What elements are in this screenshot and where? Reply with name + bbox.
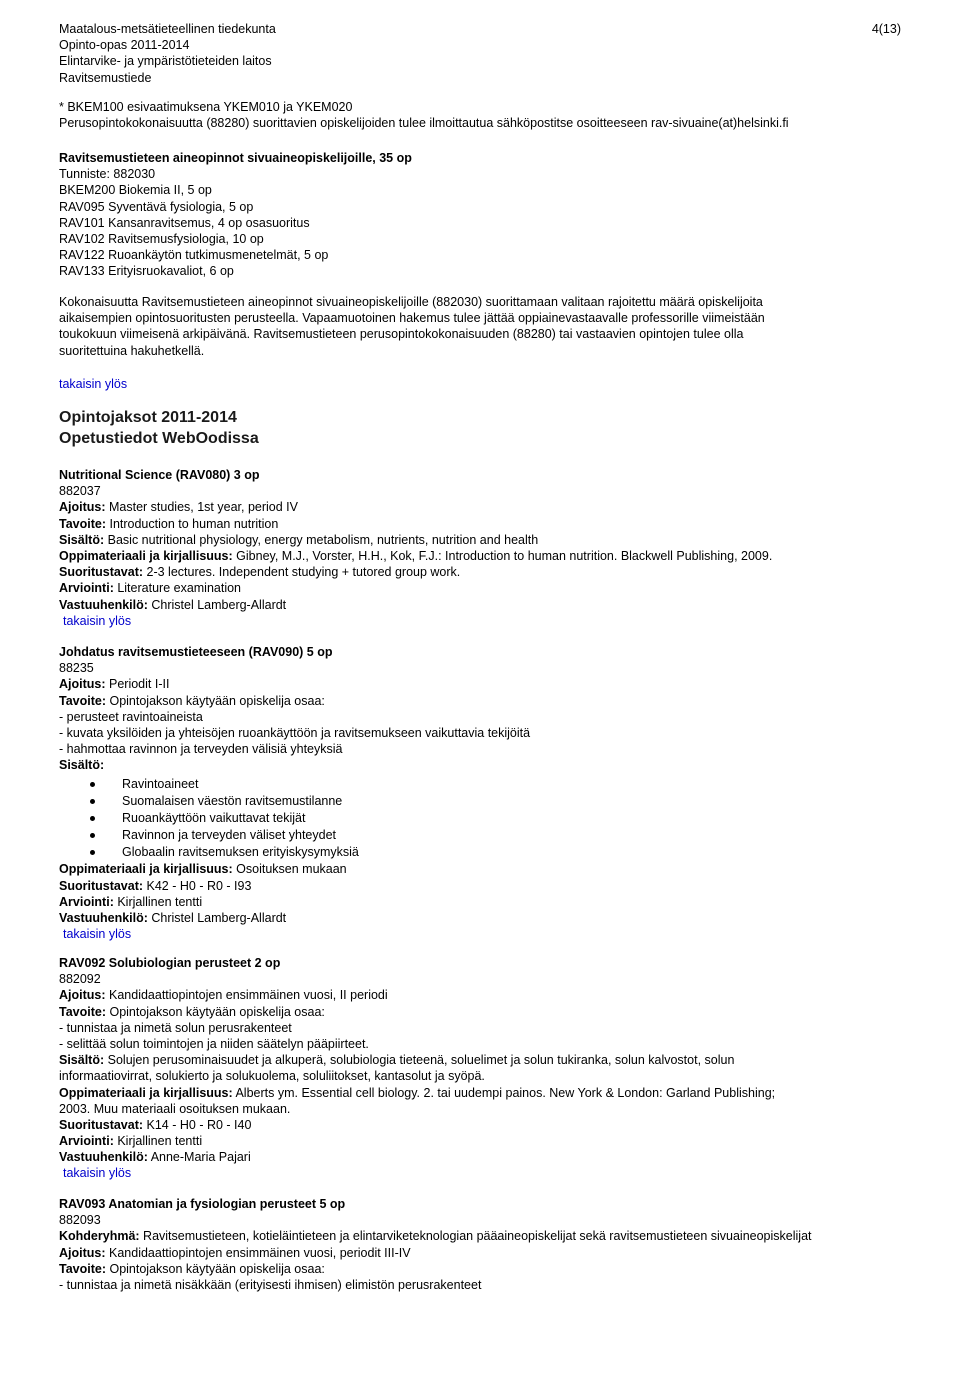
field-label: Sisältö: <box>59 758 105 773</box>
field-value: Master studies, 1st year, period IV <box>105 500 298 515</box>
field-label: Suoritustavat: <box>59 565 144 580</box>
bullet-item: Ruoankäyttöön vaikuttavat tekijät <box>59 810 901 827</box>
paragraph-line: Kokonaisuutta Ravitsemustieteen aineopinnot sivuaineopiskelijoille (882030) suorittamaan valitaan rajoitettu määrä opiskelijoita <box>59 295 763 309</box>
field-label: Tavoite: <box>59 1261 106 1276</box>
field-value: informaatiovirrat, solukierto ja solukuolema, soluliitokset, kantasolut ja syöpä. <box>59 1069 485 1084</box>
goal-item: - perusteet ravintoaineista <box>59 709 203 724</box>
field-label: Ajoitus: <box>59 500 106 515</box>
field-label: Oppimateriaali ja kirjallisuus: <box>59 1085 233 1100</box>
field-value: Christel Lamberg-Allardt <box>147 597 287 612</box>
department-name: Elintarvike- ja ympäristötieteiden laitos <box>59 54 272 69</box>
page-number: 4(13) <box>871 22 901 36</box>
field-value: Opintojakson käytyään opiskelija osaa: <box>106 693 325 708</box>
page-content <box>59 99 901 131</box>
back-to-top-link[interactable]: takaisin ylös <box>63 1166 132 1181</box>
bullet-item: Suomalaisen väestön ravitsemustilanne <box>59 793 901 810</box>
field-value: Literature examination <box>113 581 242 596</box>
module-course: RAV095 Syventävä fysiologia, 5 op <box>59 199 254 214</box>
field-value: Gibney, M.J., Vorster, H.H., Kok, F.J.: Introduction to human nutrition. Blackwell Publishing, 2009. <box>232 548 773 563</box>
paragraph-line: suoritettuina hakuhetkellä. <box>59 343 205 358</box>
back-to-top-link[interactable]: takaisin ylös <box>63 927 132 942</box>
field-value: Kandidaattiopintojen ensimmäinen vuosi, II periodi <box>105 988 388 1003</box>
field-value: Opintojakson käytyään opiskelija osaa: <box>106 1261 325 1276</box>
paragraph-line: aikaisempien opintosuoritusten perusteella. Vapaamuotoinen hakemus tulee jättää oppiainevastaavalle professorille viimeistään <box>59 311 765 326</box>
module-course: RAV101 Kansanravitsemus, 4 op osasuoritus <box>59 215 310 230</box>
course-rav080 <box>59 467 901 629</box>
field-label: Kohderyhmä: <box>59 1229 140 1244</box>
bullet-item: Globaalin ravitsemuksen erityiskysymyksiä <box>59 844 901 861</box>
faculty-name: Maatalous-metsätieteellinen tiedekunta <box>59 22 276 36</box>
document-header <box>59 21 276 86</box>
field-value: Christel Lamberg-Allardt <box>147 911 287 925</box>
admission-paragraph <box>59 294 901 359</box>
goal-item: - tunnistaa ja nimetä nisäkkään (erityisesti ihmisen) elimistön perusrakenteet <box>59 1277 482 1292</box>
field-label: Ajoitus: <box>59 677 106 692</box>
section-heading <box>59 407 901 449</box>
field-label: Vastuuhenkilö: <box>59 1150 148 1165</box>
field-value: Introduction to human nutrition <box>106 516 279 531</box>
field-label: Ajoitus: <box>59 1245 106 1260</box>
field-label: Tavoite: <box>59 1004 106 1019</box>
prerequisite-note: * BKEM100 esivaatimuksena YKEM010 ja YKEM020 <box>59 100 353 114</box>
paragraph-line: toukokuun viimeisenä arkipäivänä. Ravitsemustieteen perusopintokokonaisuuden (88280) tai vastaavien opintojen tulee olla <box>59 327 744 342</box>
content-bullet-list <box>59 776 901 862</box>
field-value: Kandidaattiopintojen ensimmäinen vuosi, periodit III-IV <box>105 1245 411 1260</box>
goal-item: - tunnistaa ja nimetä solun perusrakenteet <box>59 1020 292 1035</box>
section-title: Opintojaksot 2011-2014 <box>59 409 237 426</box>
field-value: Opintojakson käytyään opiskelija osaa: <box>106 1004 325 1019</box>
field-value: Alberts ym. Essential cell biology. 2. tai uudempi painos. New York & London: Garland Publishing; <box>232 1085 776 1100</box>
course-title: RAV093 Anatomian ja fysiologian perusteet 5 op <box>59 1197 346 1211</box>
subject-name: Ravitsemustiede <box>59 70 152 85</box>
module-course: RAV102 Ravitsemusfysiologia, 10 op <box>59 231 264 246</box>
field-value: 2-3 lectures. Independent studying + tutored group work. <box>143 565 461 580</box>
field-label: Arviointi: <box>59 894 114 909</box>
field-value: 2003. Muu materiaali osoituksen mukaan. <box>59 1101 291 1116</box>
course-code: 88235 <box>59 661 94 676</box>
bullet-item: Ravintoaineet <box>59 776 901 793</box>
field-value: Basic nutritional physiology, energy metabolism, nutrients, nutrition and health <box>104 532 539 547</box>
module-course: BKEM200 Biokemia II, 5 op <box>59 183 212 198</box>
module-course: RAV122 Ruoankäytön tutkimusmenetelmät, 5 op <box>59 248 329 263</box>
aineopinnot-title: Ravitsemustieteen aineopinnot sivuaineopiskelijoille, 35 op <box>59 151 412 165</box>
weboodi-title: Opetustiedot WebOodissa <box>59 430 259 447</box>
back-to-top-link[interactable]: takaisin ylös <box>59 377 128 391</box>
bullet-item: Ravinnon ja terveyden väliset yhteydet <box>59 827 901 844</box>
field-label: Vastuuhenkilö: <box>59 597 148 612</box>
module-id: Tunniste: 882030 <box>59 167 156 182</box>
field-value: K42 - H0 - R0 - I93 <box>143 878 252 893</box>
course-title: Nutritional Science (RAV080) 3 op <box>59 468 260 482</box>
field-label: Arviointi: <box>59 581 114 596</box>
enrollment-note: Perusopintokokonaisuutta (88280) suorittavien opiskelijoiden tulee ilmoittautua sähköpostitse osoitteeseen rav-sivuaine(at)helsinki.fi <box>59 116 789 131</box>
field-label: Tavoite: <box>59 693 106 708</box>
course-title: Johdatus ravitsemustieteeseen (RAV090) 5 op <box>59 645 333 659</box>
field-label: Suoritustavat: <box>59 878 144 893</box>
course-title: RAV092 Solubiologian perusteet 2 op <box>59 956 281 970</box>
field-label: Ajoitus: <box>59 988 106 1003</box>
field-value: Kirjallinen tentti <box>113 894 203 909</box>
field-value: Osoituksen mukaan <box>232 862 347 877</box>
goal-item: - kuvata yksilöiden ja yhteisöjen ruoankäyttöön ja ravitsemukseen vaikuttavia tekijöitä <box>59 725 531 740</box>
field-value: Periodit I-II <box>105 677 170 692</box>
field-label: Arviointi: <box>59 1134 114 1149</box>
field-value: Anne-Maria Pajari <box>147 1150 251 1165</box>
course-code: 882037 <box>59 484 101 499</box>
goal-item: - hahmottaa ravinnon ja terveyden välisiä yhteyksiä <box>59 742 343 757</box>
field-label: Sisältö: <box>59 1053 105 1068</box>
module-course: RAV133 Erityisruokavaliot, 6 op <box>59 264 234 279</box>
course-code: 882092 <box>59 972 101 987</box>
study-guide-title: Opinto-opas 2011-2014 <box>59 38 190 53</box>
field-value: Solujen perusominaisuudet ja alkuperä, solubiologia tieteenä, soluelimet ja solun tukiranka, solun kalvostot, solun <box>104 1053 735 1068</box>
field-value: Kirjallinen tentti <box>113 1134 203 1149</box>
field-label: Vastuuhenkilö: <box>59 911 148 925</box>
field-value: Ravitsemustieteen, kotieläintieteen ja elintarviketeknologian pääaineopiskelijat sekä ravitsemustieteen sivuaineopiskelijat <box>139 1229 812 1244</box>
field-label: Sisältö: <box>59 532 105 547</box>
course-code: 882093 <box>59 1213 101 1228</box>
aineopinnot-section <box>59 150 901 280</box>
course-rav092 <box>59 955 901 1182</box>
field-label: Oppimateriaali ja kirjallisuus: <box>59 548 233 563</box>
goal-item: - selittää solun toimintojen ja niiden säätelyn pääpiirteet. <box>59 1036 369 1051</box>
course-rav093 <box>59 1196 901 1293</box>
course-rav090 <box>59 644 901 942</box>
field-value: K14 - H0 - R0 - I40 <box>143 1117 252 1132</box>
field-label: Tavoite: <box>59 516 106 531</box>
field-label: Oppimateriaali ja kirjallisuus: <box>59 862 233 877</box>
back-to-top-link[interactable]: takaisin ylös <box>63 613 132 628</box>
field-label: Suoritustavat: <box>59 1117 144 1132</box>
